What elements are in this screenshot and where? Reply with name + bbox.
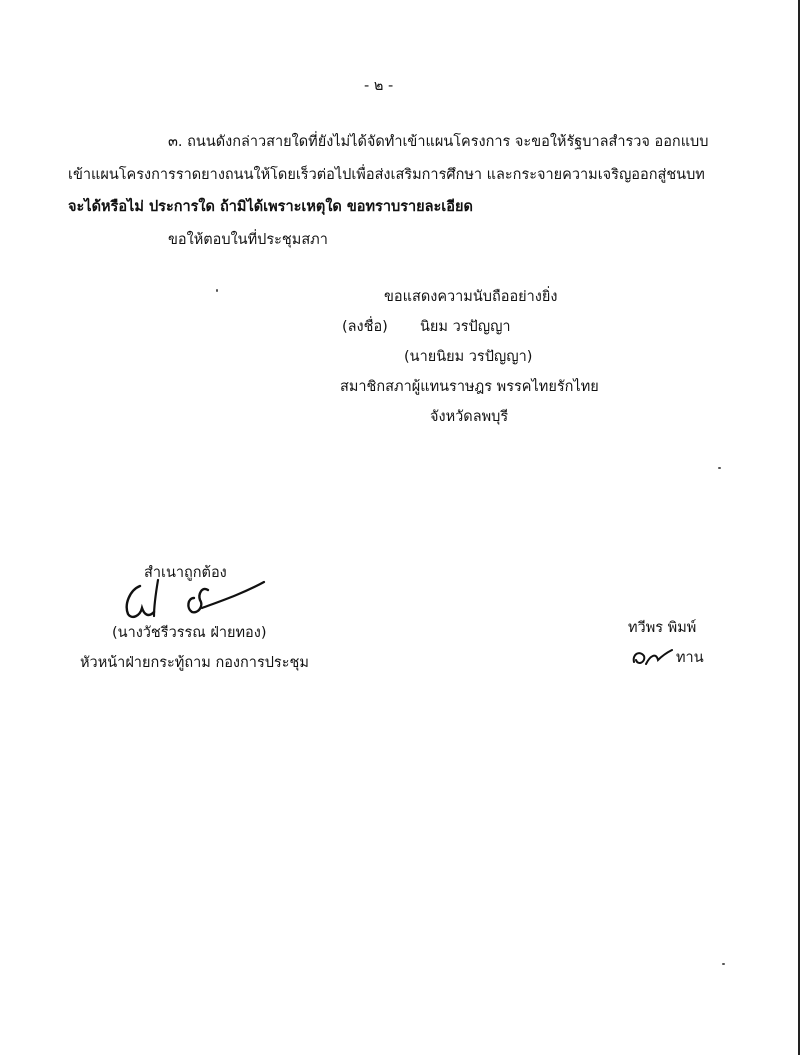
scan-speck: [216, 289, 218, 292]
paragraph-line-2: เข้าแผนโครงการราดยางถนนให้โดยเร็วต่อไปเพื่อส่งเสริมการศึกษา และกระจายความเจริญออกสู่ชนบท: [68, 167, 705, 183]
typist-name: ทวีพร พิมพ์: [628, 620, 697, 636]
signer-province: จังหวัดลพบุรี: [430, 409, 509, 425]
signer-position: สมาชิกสภาผู้แทนราษฎร พรรคไทยรักไทย: [340, 379, 599, 395]
signer-full-name: (นายนิยม วรปัญญา): [404, 349, 533, 365]
handwritten-signature: [118, 568, 278, 626]
paragraph-line-1: ๓. ถนนดังกล่าวสายใดที่ยังไม่ได้จัดทำเข้าแผนโครงการ จะขอให้รัฐบาลสำรวจ ออกแบบ: [168, 134, 709, 150]
page-number: - ๒ -: [364, 78, 394, 94]
signed-name: นิยม วรปัญญา: [420, 319, 511, 335]
closing-salutation: ขอแสดงความนับถืออย่างยิ่ง: [384, 289, 558, 305]
certifier-name: (นางวัชรีวรรณ ฝ่ายทอง): [112, 625, 267, 641]
certifier-title: หัวหน้าฝ่ายกระทู้ถาม กองการประชุม: [80, 655, 309, 671]
scan-speck: [722, 963, 725, 965]
scan-speck: [718, 467, 721, 469]
answer-request: ขอให้ตอบในที่ประชุมสภา: [168, 232, 328, 248]
checker-label: ทาน: [676, 650, 704, 666]
paragraph-line-3: จะได้หรือไม่ ประการใด ถ้ามิได้เพราะเหตุใด ขอทราบรายละเอียด: [68, 199, 473, 215]
checker-initials: [628, 644, 676, 670]
signed-label: (ลงชื่อ): [342, 319, 388, 335]
certified-copy-label: สำเนาถูกต้อง: [144, 565, 227, 581]
